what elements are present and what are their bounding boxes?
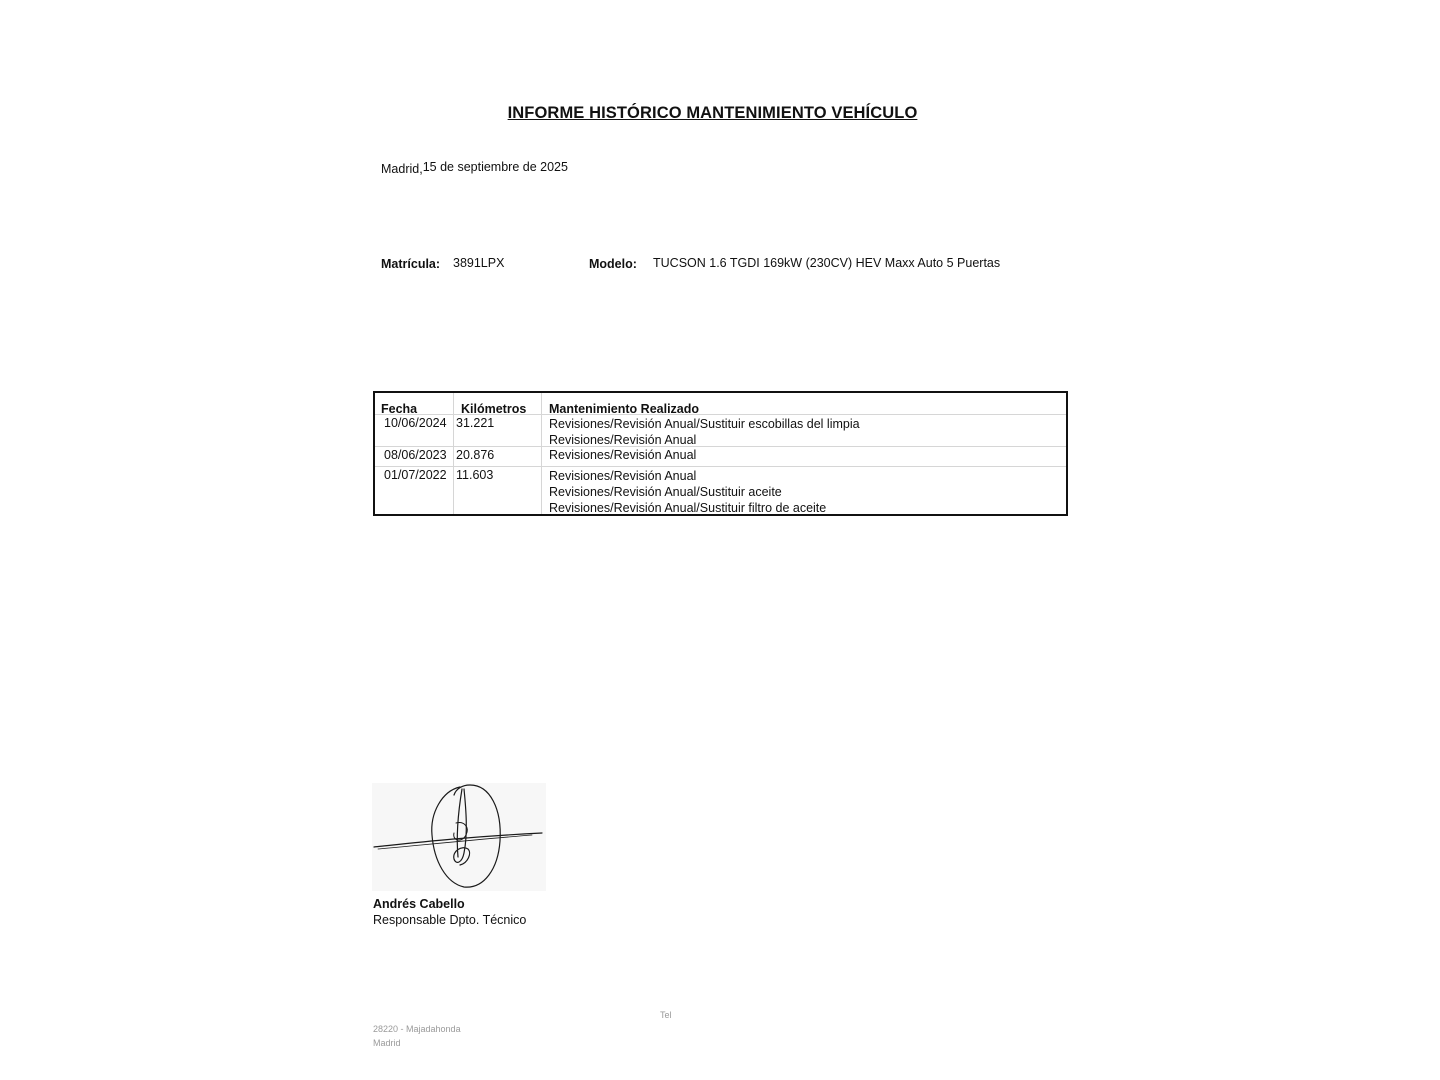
signature-scribble-icon (372, 783, 546, 891)
row-2-km: 20.876 (456, 448, 495, 462)
maintenance-table (373, 391, 1068, 516)
model-value: TUCSON 1.6 TGDI 169kW (230CV) HEV Maxx Auto 5 Puertas (653, 256, 1001, 270)
signer-name: Andrés Cabello (373, 897, 465, 911)
row-1-task-2: Revisiones/Revisión Anual (549, 433, 697, 447)
signer-role: Responsable Dpto. Técnico (373, 913, 527, 927)
signature-image (372, 783, 546, 891)
footer-city: Madrid (373, 1038, 401, 1048)
report-date: 15 de septiembre de 2025 (422, 160, 568, 174)
place-date-line (381, 160, 568, 174)
footer-phone-label: Tel (660, 1010, 672, 1020)
row-3-task-3: Revisiones/Revisión Anual/Sustituir filtro de aceite (549, 501, 827, 515)
footer-address: 28220 - Majadahonda (373, 1024, 461, 1034)
row-1-date: 10/06/2024 (384, 416, 447, 430)
row-3-km: 11.603 (456, 468, 494, 482)
report-title: INFORME HISTÓRICO MANTENIMIENTO VEHÍCULO (507, 104, 918, 122)
column-divider (541, 393, 542, 514)
row-3-task-1: Revisiones/Revisión Anual (549, 469, 697, 483)
row-2-date: 08/06/2023 (384, 448, 447, 462)
model-field (589, 256, 637, 270)
city-text: Madrid, (381, 162, 423, 176)
plate-value: 3891LPX (453, 256, 505, 270)
row-1-task-1: Revisiones/Revisión Anual/Sustituir escobillas del limpia (549, 417, 860, 431)
model-value-field (653, 256, 1000, 270)
header-mantenimiento: Mantenimiento Realizado (549, 402, 700, 416)
plate-field (381, 256, 440, 270)
header-kilometros: Kilómetros (461, 402, 527, 416)
plate-label: Matrícula: (381, 257, 441, 271)
row-3-date: 01/07/2022 (384, 468, 447, 482)
header-fecha: Fecha (381, 402, 418, 416)
row-1-km: 31.221 (456, 416, 495, 430)
row-3-task-2: Revisiones/Revisión Anual/Sustituir aceite (549, 485, 782, 499)
plate-value-field (453, 256, 504, 270)
row-2-task-1: Revisiones/Revisión Anual (549, 448, 697, 462)
column-divider (453, 393, 454, 514)
model-label: Modelo: (589, 257, 637, 271)
